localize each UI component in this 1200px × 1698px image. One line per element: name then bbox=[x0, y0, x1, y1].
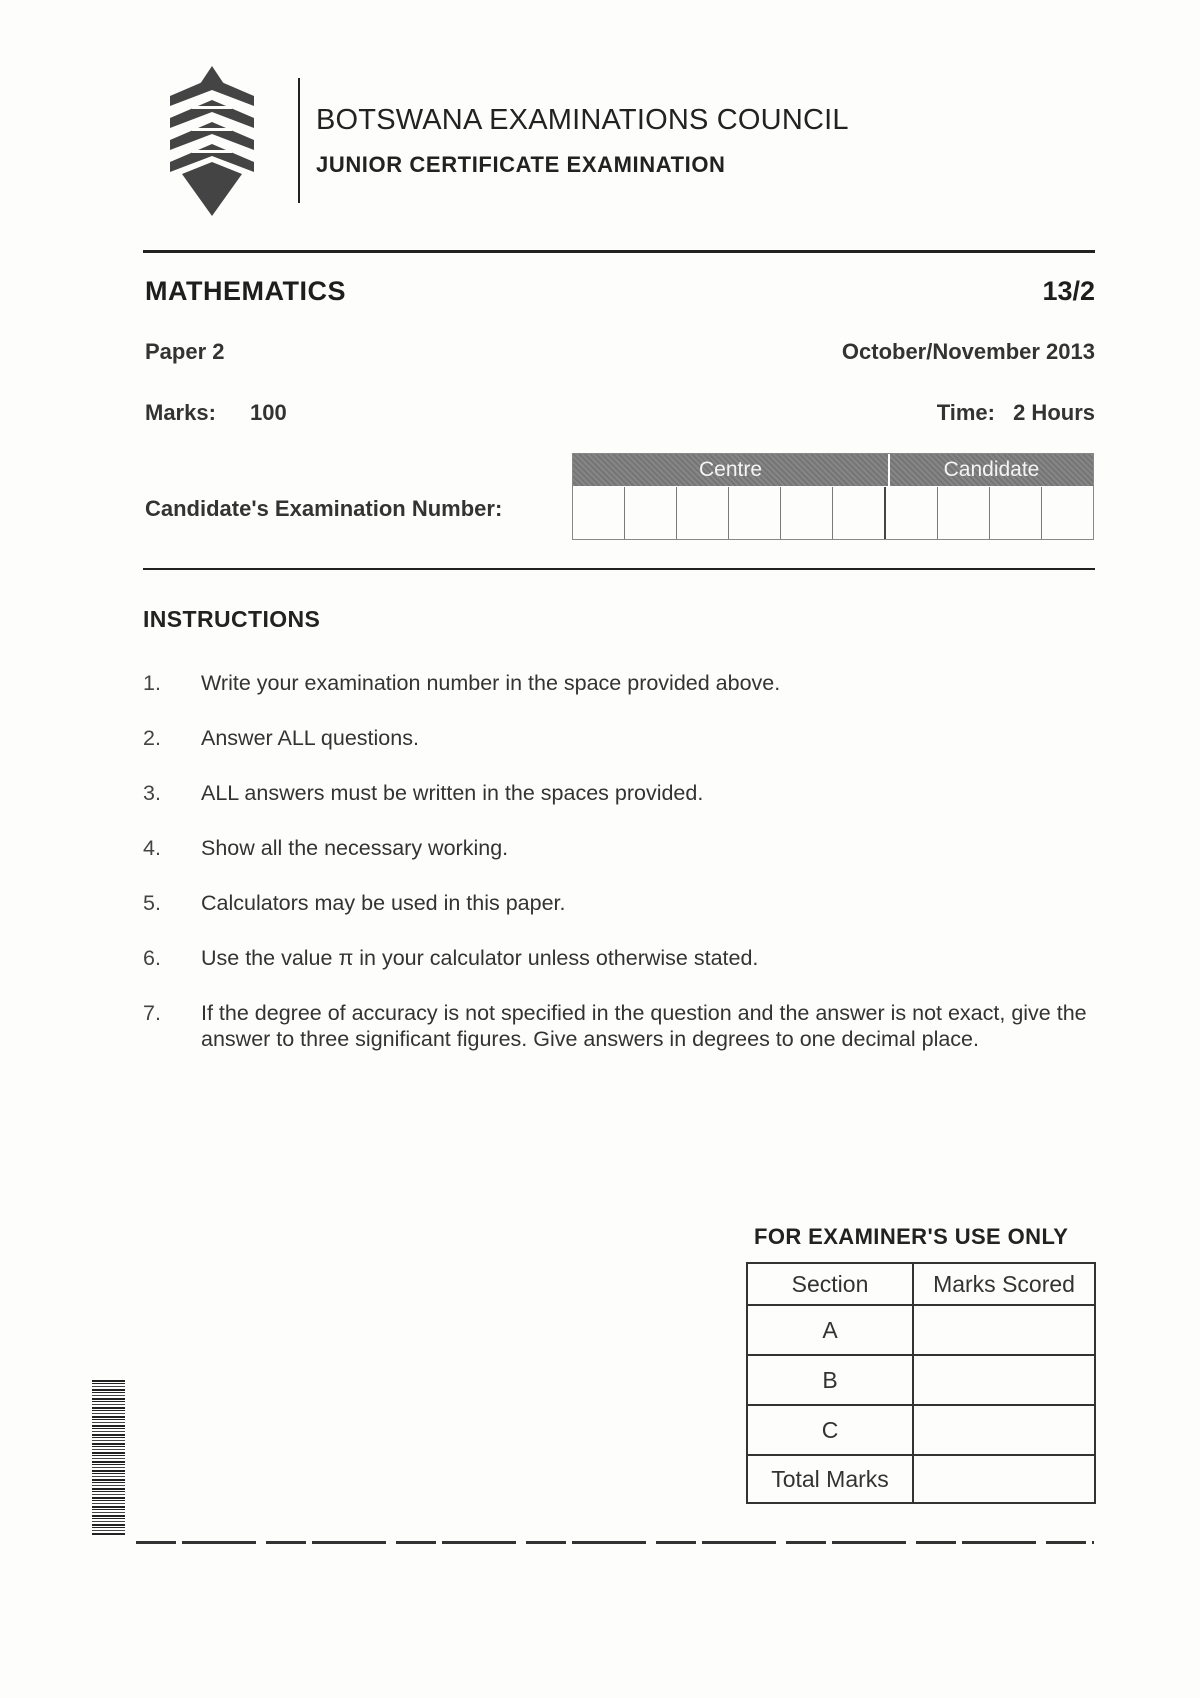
marks-column-header: Marks Scored bbox=[913, 1263, 1095, 1305]
marks-cell[interactable] bbox=[913, 1405, 1095, 1455]
centre-digit-box[interactable] bbox=[573, 487, 625, 539]
total-marks-cell[interactable] bbox=[913, 1455, 1095, 1503]
centre-digit-box[interactable] bbox=[677, 487, 729, 539]
subject-title: MATHEMATICS bbox=[145, 276, 346, 306]
exam-session: October/November 2013 bbox=[841, 339, 1095, 364]
instruction-item: 2. Answer ALL questions. bbox=[143, 726, 419, 750]
section-label: B bbox=[747, 1355, 913, 1405]
section-column-header: Section bbox=[747, 1263, 913, 1305]
centre-digit-box[interactable] bbox=[781, 487, 833, 539]
centre-header: Centre bbox=[573, 454, 888, 486]
marks-cell[interactable] bbox=[913, 1305, 1095, 1355]
section-label: C bbox=[747, 1405, 913, 1455]
bottom-rule bbox=[136, 1541, 1094, 1544]
top-rule bbox=[143, 250, 1095, 253]
instruction-item: 5. Calculators may be used in this paper. bbox=[143, 891, 566, 915]
time-value: 2 Hours bbox=[1013, 400, 1095, 425]
candidate-digit-box[interactable] bbox=[1042, 487, 1093, 539]
marks-cell[interactable] bbox=[913, 1355, 1095, 1405]
instruction-item: 6. Use the value π in your calculator unless otherwise stated. bbox=[143, 946, 759, 970]
header-divider bbox=[298, 78, 300, 203]
paper-number: Paper 2 bbox=[145, 339, 225, 364]
candidate-digit-box[interactable] bbox=[886, 487, 938, 539]
candidate-header: Candidate bbox=[890, 454, 1093, 486]
marks-value: 100 bbox=[250, 400, 287, 425]
instructions-title: INSTRUCTIONS bbox=[143, 606, 321, 632]
candidate-digit-box[interactable] bbox=[990, 487, 1042, 539]
marks-label: Marks: bbox=[145, 400, 216, 425]
time-label: Time: bbox=[936, 400, 995, 425]
instructions-list bbox=[143, 670, 1103, 1052]
instruction-item: 7. If the degree of accuracy is not specified in the question and the answer is not exact, give the answer to three significant figures. Give answers in degrees to one decimal place. bbox=[143, 1001, 1087, 1051]
candidate-digit-box[interactable] bbox=[938, 487, 990, 539]
instruction-item: 1. Write your examination number in the space provided above. bbox=[143, 671, 781, 695]
paper-code: 13/2 bbox=[1042, 276, 1095, 306]
section-label: A bbox=[747, 1305, 913, 1355]
council-name: BOTSWANA EXAMINATIONS COUNCIL bbox=[316, 104, 849, 136]
barcode-icon bbox=[92, 1380, 125, 1535]
exam-type: JUNIOR CERTIFICATE EXAMINATION bbox=[316, 152, 726, 177]
centre-digit-box[interactable] bbox=[625, 487, 677, 539]
instruction-item: 3. ALL answers must be written in the spaces provided. bbox=[143, 781, 704, 805]
section-rule bbox=[143, 568, 1095, 570]
examiner-use-title: FOR EXAMINER'S USE ONLY bbox=[754, 1224, 1069, 1249]
total-marks-label: Total Marks bbox=[747, 1455, 913, 1503]
centre-digit-box[interactable] bbox=[729, 487, 781, 539]
candidate-number-grid bbox=[572, 453, 1094, 540]
candidate-number-label: Candidate's Examination Number: bbox=[145, 496, 503, 521]
examiner-marks-table bbox=[746, 1262, 1096, 1504]
centre-digit-box[interactable] bbox=[833, 487, 886, 539]
instruction-item: 4. Show all the necessary working. bbox=[143, 836, 509, 860]
bec-logo-icon bbox=[162, 66, 262, 216]
